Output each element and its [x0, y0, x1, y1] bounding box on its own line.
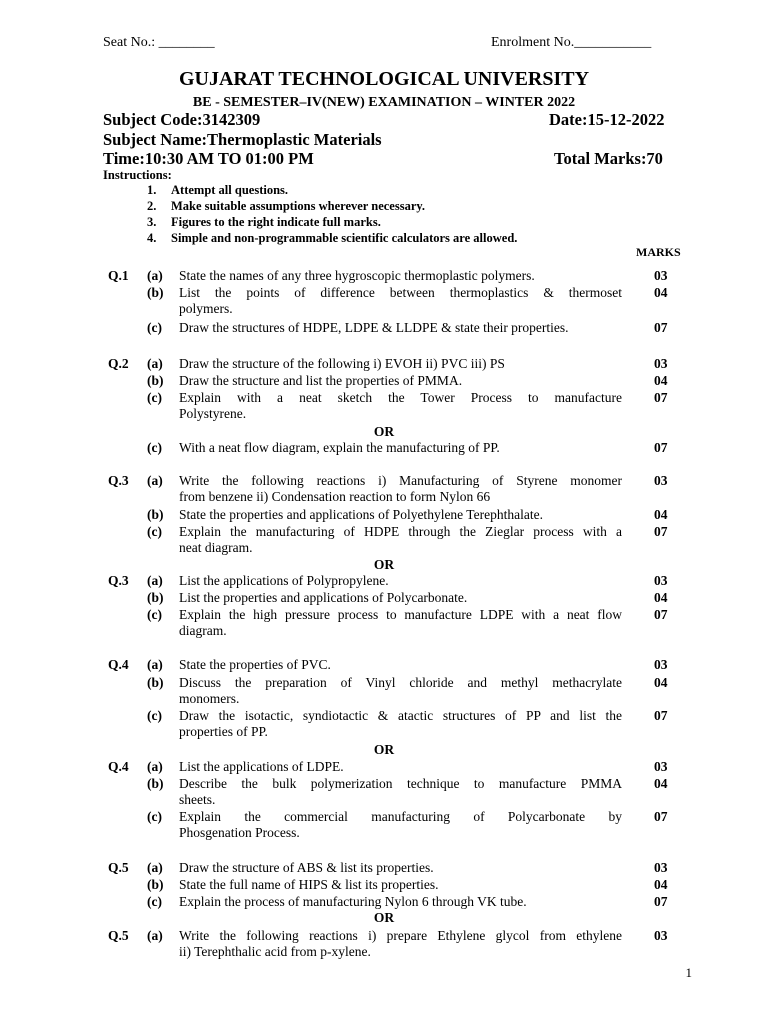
question-marks: 07	[654, 894, 668, 909]
question-text-line: Write the following reactions i) prepare Ethylene glycol from ethylene	[179, 928, 622, 943]
question-number: Q.5	[108, 928, 129, 943]
question-text	[179, 759, 622, 775]
question-part: (a)	[147, 268, 163, 283]
question-text-line: List the applications of LDPE.	[179, 759, 344, 774]
question-part: (c)	[147, 607, 162, 622]
question-number: Q.5	[108, 860, 129, 875]
exam-date: Date:15-12-2022	[549, 110, 665, 129]
instruction-item	[147, 215, 381, 230]
enrolment-number-label: Enrolment No.___________	[491, 35, 652, 50]
or-separator: OR	[373, 910, 395, 925]
question-text-line: State the full name of HIPS & list its properties.	[179, 877, 439, 892]
question-text-line: from benzene ii) Condensation reaction to form Nylon 66	[179, 489, 491, 504]
question-text	[179, 708, 622, 740]
question-part: (c)	[147, 390, 162, 405]
question-text-line: sheets.	[179, 792, 216, 807]
question-part: (c)	[147, 320, 162, 335]
question-part: (a)	[147, 473, 163, 488]
question-part: (b)	[147, 675, 164, 690]
instruction-text: Make suitable assumptions wherever necessary.	[171, 199, 426, 213]
question-part: (a)	[147, 573, 163, 588]
question-text	[179, 675, 622, 707]
question-marks: 07	[654, 607, 668, 622]
question-part: (c)	[147, 708, 162, 723]
question-text-line: Explain the process of manufacturing Nylon 6 through VK tube.	[179, 894, 527, 909]
question-text	[179, 285, 622, 317]
question-text	[179, 524, 622, 556]
question-text	[179, 590, 622, 606]
question-part: (b)	[147, 590, 164, 605]
question-marks: 07	[654, 524, 668, 539]
marks-column-heading: MARKS	[636, 245, 681, 259]
question-part: (b)	[147, 877, 164, 892]
question-text-line: Explain the high pressure process to manufacture LDPE with a neat flow	[179, 607, 622, 622]
question-text-line: ii) Terephthalic acid from p-xylene.	[179, 944, 371, 959]
question-text-line: List the applications of Polypropylene.	[179, 573, 389, 588]
page-number: 1	[685, 965, 692, 980]
question-text-line: Describe the bulk polymerization technique to manufacture PMMA	[179, 776, 622, 791]
question-text-line: Explain the commercial manufacturing of Polycarbonate by	[179, 809, 622, 824]
question-marks: 03	[654, 268, 668, 283]
question-text-line: Explain the manufacturing of HDPE through the Zieglar process with a	[179, 524, 622, 539]
question-text	[179, 657, 622, 673]
exam-time: Time:10:30 AM TO 01:00 PM	[103, 149, 314, 168]
question-text	[179, 809, 622, 841]
question-text	[179, 440, 622, 456]
question-marks: 07	[654, 320, 668, 335]
question-marks: 04	[654, 507, 668, 522]
question-text-line: Draw the structure and list the properties of PMMA.	[179, 373, 463, 388]
question-text-line: Draw the structures of HDPE, LDPE & LLDPE & state their properties.	[179, 320, 569, 335]
question-text-line: Write the following reactions i) Manufacturing of Styrene monomer	[179, 473, 622, 488]
question-text-line: Polystyrene.	[179, 406, 247, 421]
question-text-line: Draw the isotactic, syndiotactic & atactic structures of PP and list the	[179, 708, 622, 723]
exam-semester: BE - SEMESTER–IV(NEW) EXAMINATION – WINTER 2022	[192, 95, 576, 110]
question-number: Q.4	[108, 759, 129, 774]
question-number: Q.2	[108, 356, 129, 371]
question-part: (a)	[147, 928, 163, 943]
instruction-item	[147, 231, 517, 246]
subject-code: Subject Code:3142309	[103, 110, 261, 129]
or-separator: OR	[373, 557, 395, 572]
question-text-line: Draw the structure of ABS & list its properties.	[179, 860, 434, 875]
question-text	[179, 573, 622, 589]
question-part: (b)	[147, 507, 164, 522]
question-text-line: Explain with a neat sketch the Tower Process to manufacture	[179, 390, 622, 405]
question-marks: 04	[654, 285, 668, 300]
question-number: Q.3	[108, 573, 129, 588]
question-marks: 03	[654, 573, 668, 588]
question-marks: 04	[654, 675, 668, 690]
question-part: (a)	[147, 356, 163, 371]
question-text-line: neat diagram.	[179, 540, 253, 555]
or-separator: OR	[373, 424, 395, 439]
question-part: (a)	[147, 657, 163, 672]
question-part: (c)	[147, 809, 162, 824]
question-marks: 03	[654, 928, 668, 943]
question-text	[179, 320, 622, 336]
question-part: (c)	[147, 894, 162, 909]
question-number: Q.3	[108, 473, 129, 488]
question-text-line: Phosgenation Process.	[179, 825, 300, 840]
question-part: (a)	[147, 860, 163, 875]
question-part: (b)	[147, 373, 164, 388]
question-marks: 07	[654, 390, 668, 405]
question-text	[179, 894, 622, 910]
seat-number-label: Seat No.: ________	[103, 35, 215, 50]
question-text-line: Draw the structure of the following i) EVOH ii) PVC iii) PS	[179, 356, 505, 371]
question-text-line: List the points of difference between thermoplastics & thermoset	[179, 285, 622, 300]
question-text-line: Discuss the preparation of Vinyl chloride and methyl methacrylate	[179, 675, 622, 690]
instruction-text: Figures to the right indicate full marks.	[171, 215, 381, 229]
university-title: GUJARAT TECHNOLOGICAL UNIVERSITY	[178, 68, 590, 90]
question-marks: 04	[654, 776, 668, 791]
instruction-number: 1.	[147, 183, 157, 197]
question-text-line: monomers.	[179, 691, 240, 706]
question-text-line: State the properties of PVC.	[179, 657, 331, 672]
question-text-line: With a neat flow diagram, explain the manufacturing of PP.	[179, 440, 500, 455]
instruction-item	[147, 199, 425, 214]
question-part: (c)	[147, 524, 162, 539]
question-text-line: State the properties and applications of Polyethylene Terephthalate.	[179, 507, 543, 522]
question-text	[179, 877, 622, 893]
question-marks: 04	[654, 373, 668, 388]
or-separator: OR	[373, 742, 395, 757]
question-text	[179, 473, 622, 505]
instruction-number: 4.	[147, 231, 157, 245]
instruction-text: Simple and non-programmable scientific calculators are allowed.	[171, 231, 518, 245]
question-part: (b)	[147, 285, 164, 300]
total-marks: Total Marks:70	[554, 149, 663, 168]
question-marks: 03	[654, 657, 668, 672]
question-text	[179, 356, 622, 372]
question-text	[179, 373, 622, 389]
question-text-line: diagram.	[179, 623, 227, 638]
question-text-line: State the names of any three hygroscopic thermoplastic polymers.	[179, 268, 535, 283]
question-marks: 03	[654, 860, 668, 875]
question-part: (c)	[147, 440, 162, 455]
question-text-line: properties of PP.	[179, 724, 268, 739]
question-text	[179, 776, 622, 808]
question-text	[179, 268, 622, 284]
instruction-item	[147, 183, 288, 198]
question-marks: 07	[654, 440, 668, 455]
question-marks: 03	[654, 356, 668, 371]
question-part: (b)	[147, 776, 164, 791]
question-marks: 07	[654, 809, 668, 824]
question-text-line: List the properties and applications of Polycarbonate.	[179, 590, 468, 605]
question-marks: 03	[654, 473, 668, 488]
question-text	[179, 860, 622, 876]
instruction-number: 3.	[147, 215, 157, 229]
question-text	[179, 928, 622, 960]
question-marks: 07	[654, 708, 668, 723]
question-text	[179, 607, 622, 639]
instruction-number: 2.	[147, 199, 157, 213]
instructions-heading: Instructions:	[103, 168, 172, 182]
question-marks: 04	[654, 877, 668, 892]
instruction-text: Attempt all questions.	[171, 183, 289, 197]
question-text-line: polymers.	[179, 301, 233, 316]
question-marks: 04	[654, 590, 668, 605]
question-marks: 03	[654, 759, 668, 774]
question-part: (a)	[147, 759, 163, 774]
question-number: Q.1	[108, 268, 129, 283]
question-number: Q.4	[108, 657, 129, 672]
question-text	[179, 390, 622, 422]
subject-name: Subject Name:Thermoplastic Materials	[103, 130, 382, 149]
question-text	[179, 507, 622, 523]
